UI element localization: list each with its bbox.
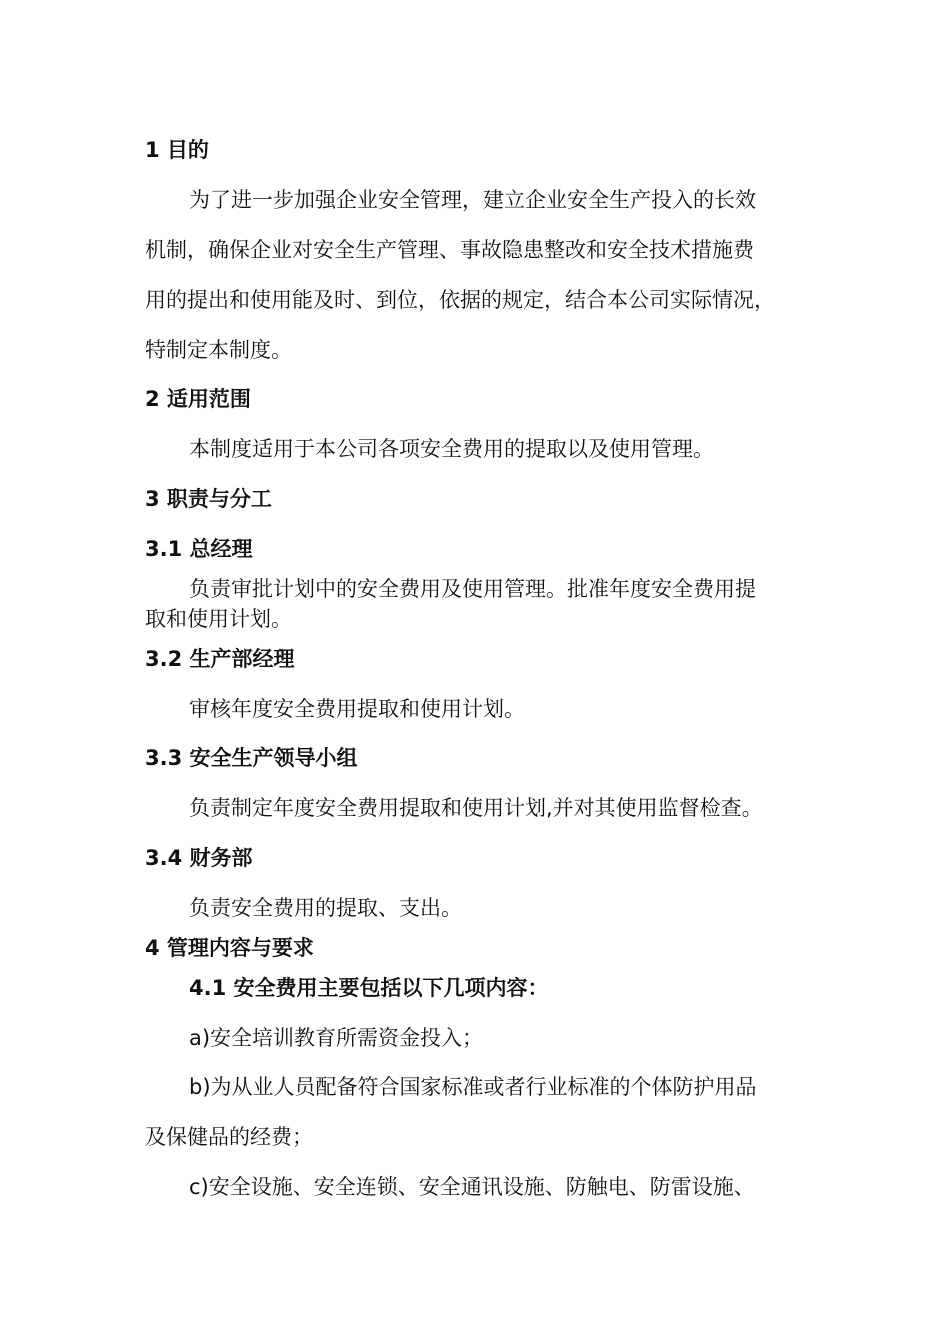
- section-3-2-heading: 3.2 生产部经理: [145, 647, 295, 671]
- section-4-1-heading: 4.1 安全费用主要包括以下几项内容：: [189, 976, 549, 1000]
- section-3-2-line-1: 审核年度安全费用提取和使用计划。: [189, 697, 525, 721]
- section-3-3-line-1: 负责制定年度安全费用提取和使用计划,并对其使用监督检查。: [189, 796, 763, 820]
- section-1-line-2: 机制，确保企业对安全生产管理、事故隐患整改和安全技术措施费: [145, 238, 754, 262]
- section-1-heading: 1 目的: [145, 138, 209, 162]
- section-1-line-1: 为了进一步加强企业安全管理，建立企业安全生产投入的长效: [189, 188, 756, 212]
- section-2-heading: 2 适用范围: [145, 387, 251, 411]
- section-3-4-line-1: 负责安全费用的提取、支出。: [189, 896, 462, 920]
- section-4-heading: 4 管理内容与要求: [145, 936, 314, 960]
- section-1-line-4: 特制定本制度。: [145, 338, 292, 362]
- section-4-1-item-b-cont: 及保健品的经费；: [145, 1125, 313, 1149]
- section-1-line-3: 用的提出和使用能及时、到位，依据的规定，结合本公司实际情况，: [145, 288, 775, 312]
- section-3-3-heading: 3.3 安全生产领导小组: [145, 746, 358, 770]
- section-2-line-1: 本制度适用于本公司各项安全费用的提取以及使用管理。: [189, 437, 714, 461]
- section-4-1-item-c: c)安全设施、安全连锁、安全通讯设施、防触电、防雷设施、: [189, 1175, 755, 1199]
- section-3-heading: 3 职责与分工: [145, 487, 272, 511]
- section-3-4-heading: 3.4 财务部: [145, 846, 253, 870]
- section-4-1-item-b: b)为从业人员配备符合国家标准或者行业标准的个体防护用品: [189, 1075, 757, 1099]
- section-3-1-line-2: 取和使用计划。: [145, 607, 292, 631]
- section-3-1-line-1: 负责审批计划中的安全费用及使用管理。批准年度安全费用提: [189, 577, 756, 601]
- section-3-1-heading: 3.1 总经理: [145, 537, 253, 561]
- section-4-1-item-a: a)安全培训教育所需资金投入；: [189, 1026, 484, 1050]
